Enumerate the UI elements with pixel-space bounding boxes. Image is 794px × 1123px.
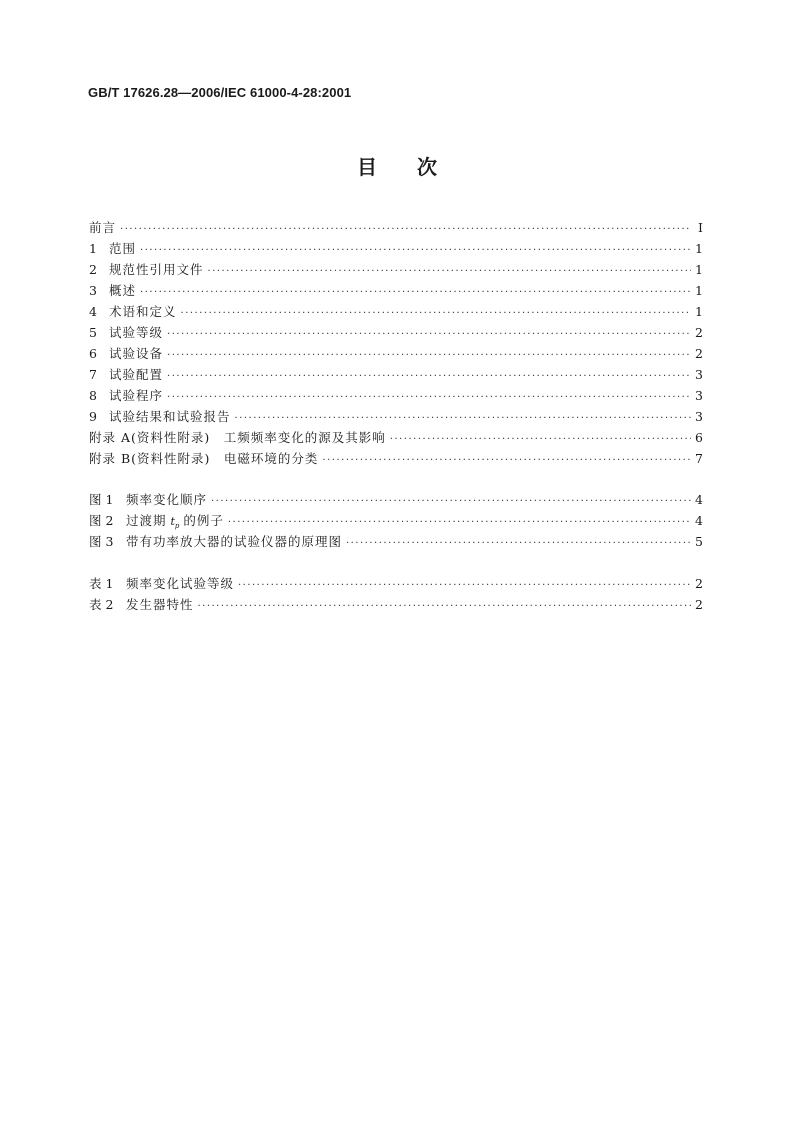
toc-table-2[interactable]: [89, 594, 703, 615]
toc-entry-9[interactable]: [89, 406, 703, 427]
toc-page-number: 4: [695, 513, 703, 528]
toc-figure-2[interactable]: [89, 510, 703, 531]
toc-page-number: 1: [695, 262, 703, 277]
toc-entry-label: 6 试验设备: [89, 346, 164, 361]
toc-page-number: 1: [695, 283, 703, 298]
toc-page-number: 1: [695, 241, 703, 256]
leader-dots: [181, 303, 691, 324]
leader-dots: [167, 387, 691, 408]
toc-page-number: 2: [695, 597, 703, 612]
leader-dots: [167, 366, 691, 387]
toc-entry-label: 7 试验配置: [89, 367, 164, 382]
leader-dots: [390, 429, 691, 450]
toc-figures-list: [89, 489, 703, 552]
leader-dots: [235, 408, 691, 429]
toc-entry-label: 9 试验结果和试验报告: [89, 409, 231, 424]
toc-entry-label: 图 3 带有功率放大器的试验仪器的原理图: [89, 534, 342, 549]
toc-page-number: 3: [695, 367, 703, 382]
toc-entry-annex-b[interactable]: [89, 448, 703, 469]
leader-dots: [167, 324, 691, 345]
toc-entry-label: 图 2 过渡期 $t_p$ 的例子: [89, 513, 224, 531]
toc-page-number: 2: [695, 325, 703, 340]
toc-page-number: 4: [695, 492, 703, 507]
leader-dots: [120, 219, 691, 240]
leader-dots: [167, 345, 691, 366]
leader-dots: [228, 512, 691, 533]
toc-entry-7[interactable]: [89, 364, 703, 385]
toc-entry-4[interactable]: [89, 301, 703, 322]
toc-page-number: 2: [695, 576, 703, 591]
toc-figure-3[interactable]: [89, 531, 703, 552]
toc-entry-8[interactable]: [89, 385, 703, 406]
toc-figure-1[interactable]: [89, 489, 703, 510]
toc-entry-annex-a[interactable]: [89, 427, 703, 448]
toc-entry-label: 附录 B(资料性附录) 电磁环境的分类: [89, 451, 319, 466]
standard-number-header: GB/T 17626.28—2006/IEC 61000-4-28:2001: [88, 85, 352, 100]
variable-t-p: $t_p$: [170, 515, 180, 531]
toc-entry-label: 4 术语和定义: [89, 304, 177, 319]
toc-page-number: 5: [695, 534, 703, 549]
leader-dots: [140, 240, 691, 261]
leader-dots: [238, 575, 691, 596]
toc-entry-label: 前言: [89, 220, 117, 235]
toc-page-number: 7: [695, 451, 703, 466]
page-title: 目次: [357, 155, 477, 179]
leader-dots: [346, 533, 691, 554]
toc-entry-label: 2 规范性引用文件: [89, 262, 204, 277]
toc-entry-label: 图 1 频率变化顺序: [89, 492, 207, 507]
toc-page-number: 6: [695, 430, 703, 445]
toc-entry-6[interactable]: [89, 343, 703, 364]
toc-entry-label: 1 范围: [89, 241, 137, 256]
toc-entry-label: 8 试验程序: [89, 388, 164, 403]
toc-entry-label: 表 2 发生器特性: [89, 597, 194, 612]
toc-page-number: I: [698, 220, 703, 235]
toc-entry-label: 附录 A(资料性附录) 工频频率变化的源及其影响: [89, 430, 386, 445]
toc-entry-5[interactable]: [89, 322, 703, 343]
leader-dots: [322, 450, 691, 471]
leader-dots: [211, 491, 691, 512]
leader-dots: [208, 261, 691, 282]
toc-entry-1[interactable]: [89, 238, 703, 259]
leader-dots: [197, 596, 691, 617]
toc-entry-label: 3 概述: [89, 283, 137, 298]
toc-page-number: 1: [695, 304, 703, 319]
toc-page-number: 3: [695, 409, 703, 424]
toc-entry-label: 表 1 频率变化试验等级: [89, 576, 234, 591]
toc-page-number: 2: [695, 346, 703, 361]
toc-main-list: [89, 217, 703, 469]
toc-entry-label: 5 试验等级: [89, 325, 164, 340]
toc-entry-foreword[interactable]: [89, 217, 703, 238]
toc-tables-list: [89, 573, 703, 615]
toc-page-number: 3: [695, 388, 703, 403]
toc-entry-3[interactable]: [89, 280, 703, 301]
toc-entry-2[interactable]: [89, 259, 703, 280]
leader-dots: [140, 282, 691, 303]
toc-table-1[interactable]: [89, 573, 703, 594]
